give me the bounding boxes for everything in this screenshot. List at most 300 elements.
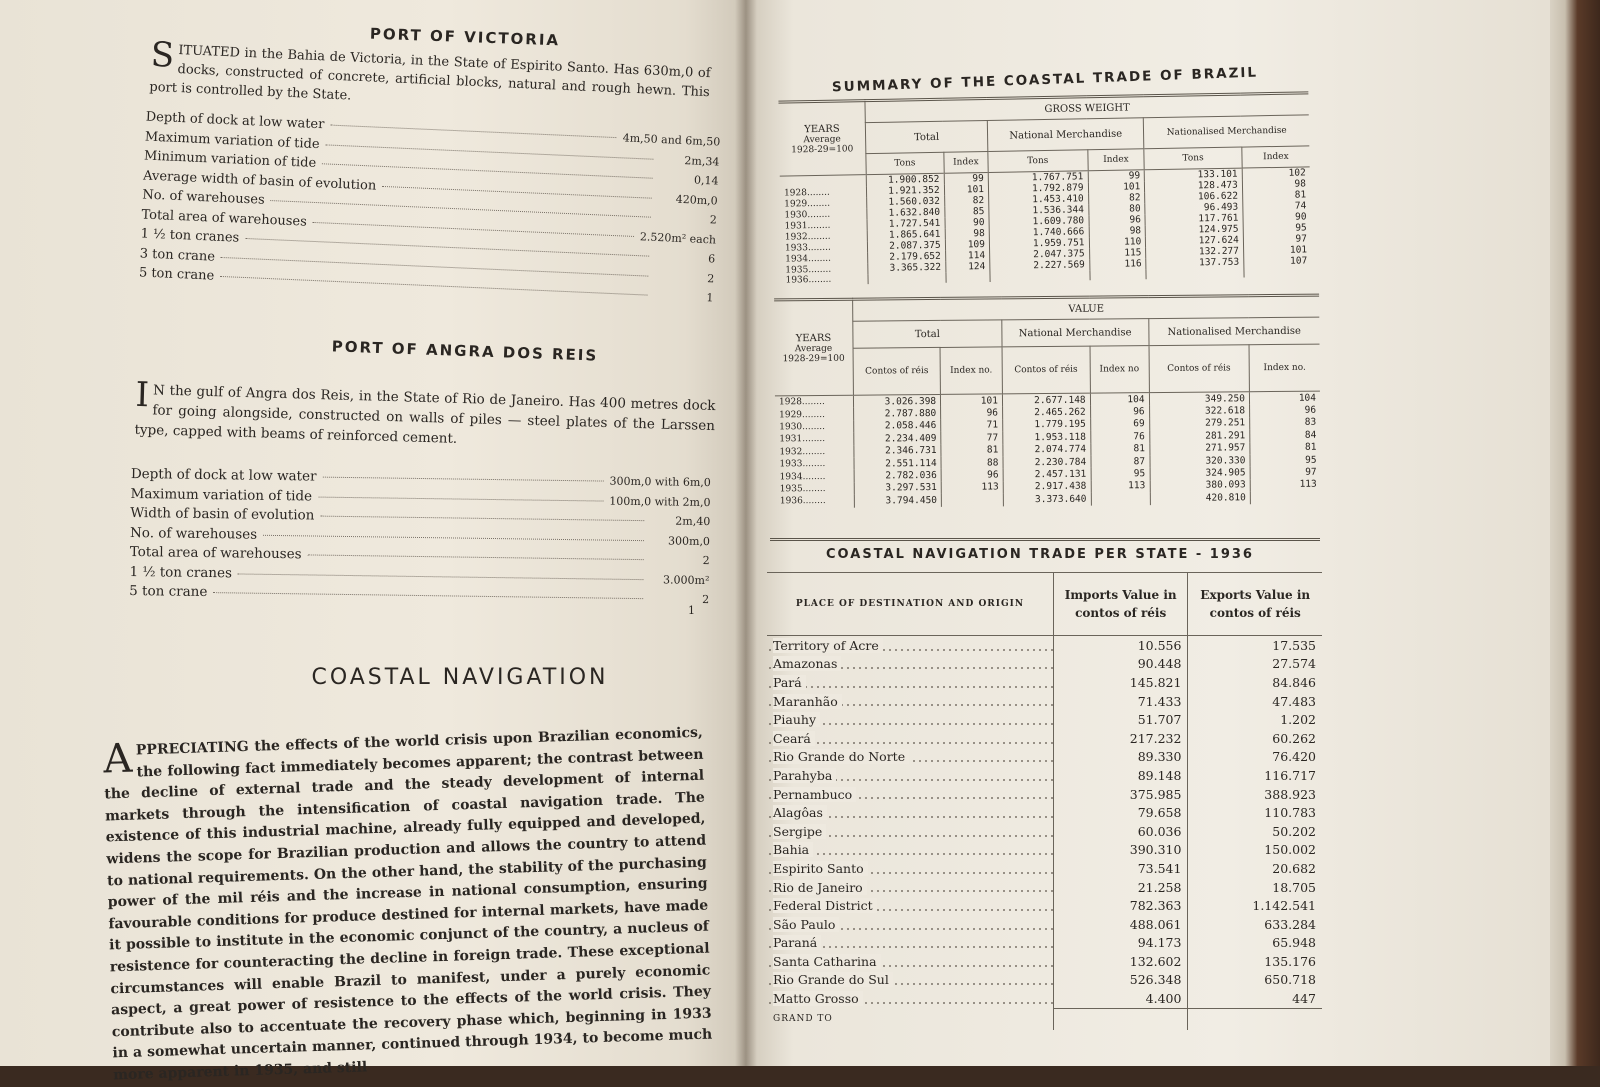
state-row <box>767 952 1322 971</box>
gw-sub-5: Index <box>1242 146 1310 168</box>
val-sub-4: Contos of réis <box>1149 345 1250 393</box>
leader-dots <box>238 573 643 580</box>
year-cell: 1930........ <box>779 421 826 433</box>
value-cell <box>990 270 1090 282</box>
leader-dots <box>330 125 616 139</box>
state-row <box>767 636 1322 655</box>
leader-dots <box>263 534 644 540</box>
gw-sub-0: Tons <box>866 152 944 174</box>
imports-cell: 488.061 <box>1053 915 1188 934</box>
year-cell: 1931........ <box>784 220 831 232</box>
value-cell: 124.975 <box>1146 224 1244 237</box>
value-cell: 98 <box>1089 225 1146 237</box>
value-cell: 84 <box>1250 429 1321 442</box>
value-cell: 3.373.640 <box>1003 493 1091 506</box>
state-heading: COASTAL NAVIGATION TRADE PER STATE - 1936 <box>826 547 1254 562</box>
value-cell: 1.779.195 <box>1003 418 1091 431</box>
state-name <box>767 748 1053 767</box>
value-cell: 113 <box>1250 478 1321 491</box>
coastal-heading: COASTAL NAVIGATION <box>311 665 609 690</box>
val-sub-2: Contos of réis <box>1002 346 1090 394</box>
imports-cell: 132.602 <box>1053 952 1188 971</box>
state-name <box>767 729 1053 748</box>
exports-cell: 27.574 <box>1188 655 1322 674</box>
state-name-text: Espirito Santo <box>773 861 868 876</box>
exports-cell: 17.535 <box>1188 636 1322 655</box>
exports-cell: 447 <box>1188 989 1322 1008</box>
year-cell: 1929........ <box>784 198 831 210</box>
spec-value: 2 <box>702 592 710 607</box>
exports-cell: 60.262 <box>1188 729 1322 748</box>
year-cell: 1933........ <box>784 242 831 254</box>
spec-value: 300m,0 <box>667 533 711 548</box>
value-cell: 98 <box>945 228 989 240</box>
gw-base-label: 1928-29=100 <box>791 143 854 155</box>
value-cell: 1.953.118 <box>1003 431 1091 444</box>
imports-cell: 217.232 <box>1053 729 1188 748</box>
imports-cell: 71.433 <box>1053 692 1188 711</box>
gw-avg-label: Average <box>803 134 841 145</box>
value-cell: 96 <box>1089 214 1146 226</box>
angra-intro <box>134 374 716 456</box>
value-cell: 82 <box>944 195 988 207</box>
value-cell: 128.473 <box>1145 180 1243 193</box>
value-cell: 2.677.148 <box>1002 393 1090 407</box>
year-cell: 1928........ <box>778 397 825 408</box>
value-cell: 2.457.131 <box>1003 468 1091 481</box>
leader-dots <box>308 554 644 560</box>
val-body <box>775 391 1321 508</box>
state-row <box>767 692 1322 711</box>
state-row <box>767 915 1322 934</box>
gw-sub-1: Index <box>944 151 989 173</box>
exports-cell: 116.717 <box>1188 766 1322 785</box>
angra-heading: PORT OF ANGRA DOS REIS <box>331 337 599 365</box>
value-cell <box>1089 269 1146 280</box>
book-edge <box>1550 0 1600 1066</box>
imports-cell: 89.148 <box>1053 766 1188 785</box>
value-cell: 3.365.322 <box>868 262 946 274</box>
state-name <box>767 952 1053 971</box>
spec-label: No. of warehouses <box>142 187 265 208</box>
value-cell: 3.026.398 <box>853 394 940 408</box>
value-cell: 101 <box>944 184 988 196</box>
state-name-text: Pará <box>773 675 806 690</box>
exports-cell: 150.002 <box>1188 841 1322 860</box>
val-sub-0: Contos of réis <box>853 347 941 395</box>
val-group-nationalised: Nationalised Merchandise <box>1148 317 1319 345</box>
year-cell: 1936........ <box>779 496 826 507</box>
value-cell: 1.921.352 <box>866 185 944 197</box>
spec-label: 5 ton crane <box>138 265 215 284</box>
state-row <box>767 729 1322 748</box>
year-cell: 1935........ <box>785 264 832 276</box>
value-cell: 137.753 <box>1146 257 1244 270</box>
exports-cell: 50.202 <box>1188 822 1322 841</box>
value-cell: 1.453.410 <box>989 193 1089 206</box>
value-cell: 82 <box>1088 192 1145 204</box>
exports-cell: 84.846 <box>1188 673 1322 692</box>
value-cell: 2.087.375 <box>867 240 945 252</box>
value-cell: 76 <box>1090 430 1149 443</box>
value-cell: 98 <box>1242 178 1310 190</box>
spec-value: 3.000m² <box>663 572 710 587</box>
imports-cell: 145.821 <box>1053 673 1188 692</box>
exports-cell: 135.176 <box>1188 952 1322 971</box>
spec-value: 2 <box>709 213 718 227</box>
value-cell: 96 <box>941 407 1003 420</box>
value-cell: 95 <box>1250 454 1321 467</box>
year-cell: 1931........ <box>779 434 826 445</box>
state-name-text: Rio Grande do Sul <box>773 972 893 987</box>
imports-cell: 10.556 <box>1053 636 1188 655</box>
state-name <box>767 841 1053 860</box>
spec-label: Total area of warehouses <box>141 206 308 230</box>
exports-cell: 110.783 <box>1188 803 1322 822</box>
state-row <box>767 673 1322 692</box>
val-sub-3: Index no <box>1090 346 1149 394</box>
victoria-specs <box>138 110 720 310</box>
state-name <box>767 859 1053 878</box>
imports-cell: 4.400 <box>1053 989 1188 1008</box>
val-years-header <box>774 299 853 396</box>
value-cell: 69 <box>1090 418 1149 431</box>
value-cell: 2.230.784 <box>1003 456 1091 469</box>
leader-dots <box>318 496 603 501</box>
state-row <box>767 803 1322 822</box>
state-col-exports: Exports Value in contos of réis <box>1188 573 1322 636</box>
value-cell: 80 <box>1088 203 1145 215</box>
value-cell: 1.740.666 <box>989 226 1089 239</box>
year-cell: 1930........ <box>784 209 831 221</box>
value-cell: 2.179.652 <box>868 251 946 263</box>
spec-label: Depth of dock at low water <box>130 465 317 485</box>
coastal-paragraph-text: PPRECIATING the effects of the world crisis upon Brazilian economics, the following fact immediately becomes apparent; the contrast between the decline of external trade and the steady development of internal markets through the intensification of coastal navigation trade. The existence of this industrial machine, already fully equipped and developed, widens the scope for Brazilian production and allows the country to attend to national requirements. On the other hand, the stability of the purchasing power of the mil réis and the increase in national consumption, ensuring favourable conditions for produce destined for internal markets, have made it possible to institute in the economic conjunct of the country, a nucleus of resistence for counteracting the decline in foreign trade. These exceptional circumstances will enable Brazil to manifest, under a purely economic aspect, a great power of resistence to the effects of the world crisis. They contribute also to accentuate the recovery phase which, beginning in 1933 in a somewhat uncertain manner, continued through 1934, to become much more apparent in 1935, and still <box>104 724 713 1084</box>
spec-value: 2m,40 <box>675 514 711 529</box>
value-cell: 113 <box>1091 480 1150 493</box>
value-cell: 95 <box>1243 222 1311 234</box>
state-name-text: Ceará <box>773 731 815 746</box>
book-gutter <box>735 0 757 1066</box>
spec-value: 420m,0 <box>675 192 718 208</box>
value-cell: 133.101 <box>1145 168 1243 181</box>
state-row <box>767 841 1322 860</box>
value-cell <box>1146 268 1244 280</box>
coastal-dropcap: A <box>102 735 133 783</box>
value-cell: 380.093 <box>1150 479 1251 492</box>
state-body <box>767 636 1322 1009</box>
state-name <box>767 878 1053 897</box>
val-base-label: 1928-29=100 <box>782 353 845 364</box>
gw-body <box>780 167 1312 286</box>
imports-cell: 73.541 <box>1053 859 1188 878</box>
value-cell: 115 <box>1089 247 1146 259</box>
spec-value: 6 <box>707 252 716 266</box>
state-name-text: Maranhão <box>773 694 842 709</box>
value-cell: 420.810 <box>1150 491 1251 504</box>
state-footer-exports <box>1188 1008 1322 1030</box>
state-name <box>767 766 1053 785</box>
state-footer-label: GRAND TO <box>773 1014 833 1025</box>
value-cell: 1.536.344 <box>989 204 1089 217</box>
state-row <box>767 766 1322 785</box>
state-name <box>767 989 1053 1008</box>
gw-group-total: Total <box>865 120 988 153</box>
state-name-text: Rio de Janeiro <box>773 880 867 895</box>
state-name-text: Santa Catharina <box>773 954 881 969</box>
value-cell <box>1250 491 1321 504</box>
value-cell: 88 <box>941 456 1003 469</box>
value-cell: 101 <box>1243 244 1311 256</box>
imports-cell: 526.348 <box>1053 971 1188 990</box>
year-cell: 1929........ <box>779 409 825 420</box>
exports-cell: 47.483 <box>1188 692 1322 711</box>
state-col-imports: Imports Value in contos of réis <box>1053 573 1188 636</box>
value-cell: 281.291 <box>1149 429 1250 442</box>
value-cell: 2.058.446 <box>854 420 941 433</box>
summary-heading: SUMMARY OF THE COASTAL TRADE OF BRAZIL <box>831 64 1259 96</box>
value-cell: 102 <box>1242 167 1310 180</box>
state-name-text: Sergipe <box>773 824 826 839</box>
state-row <box>767 785 1322 804</box>
state-name <box>767 785 1053 804</box>
state-name <box>767 822 1053 841</box>
spec-value: 2 <box>706 271 715 285</box>
value-cell <box>1244 266 1312 277</box>
value-cell: 271.957 <box>1149 442 1250 455</box>
state-name <box>767 803 1053 822</box>
value-cell: 99 <box>944 172 989 184</box>
spec-value: 2m,34 <box>684 153 720 169</box>
val-group-total: Total <box>853 320 1002 348</box>
year-cell: 1934........ <box>785 253 832 265</box>
spec-label: Maximum variation of tide <box>144 129 320 152</box>
state-row <box>767 896 1322 915</box>
value-cell: 2.074.774 <box>1003 443 1091 456</box>
year-cell: 1933........ <box>779 459 826 470</box>
value-cell: 2.787.880 <box>854 407 941 420</box>
spec-value: 2 <box>702 553 710 568</box>
state-name <box>767 915 1053 934</box>
value-cell: 2.465.262 <box>1002 406 1090 419</box>
leader-dots <box>322 477 603 482</box>
val-group-national: National Merchandise <box>1002 319 1149 347</box>
victoria-intro-text: ITUATED in the Bahia de Victoria, in the State of Espirito Santo. Has 630m,0 of docks, constructed of concrete, artificial blocks, natural and rough hewn. This port is controlled by the State. <box>149 43 711 104</box>
value-cell: 1.959.751 <box>989 237 1089 250</box>
state-name-text: Pernambuco <box>773 787 856 802</box>
value-cell: 1.632.840 <box>867 207 945 219</box>
value-cell: 81 <box>1090 443 1149 456</box>
value-cell: 113 <box>941 481 1003 494</box>
imports-cell: 94.173 <box>1053 934 1188 953</box>
gw-years-label: YEARS <box>804 123 840 135</box>
year-cell: 1935........ <box>779 483 826 495</box>
exports-cell: 20.682 <box>1188 859 1322 878</box>
value-cell: 1.792.879 <box>988 182 1088 195</box>
val-sub-1: Index no. <box>940 347 1002 395</box>
value-cell <box>941 494 1003 507</box>
value-cell: 3.297.531 <box>854 482 941 495</box>
spec-label: 1 ½ ton cranes <box>140 226 240 246</box>
value-cell: 99 <box>1088 170 1145 182</box>
year-cell: 1928........ <box>783 187 830 199</box>
state-row <box>767 822 1322 841</box>
state-name-text: Piauhy <box>773 712 820 727</box>
value-cell: 87 <box>1091 455 1150 468</box>
leader-dots <box>320 516 644 522</box>
exports-cell: 65.948 <box>1188 934 1322 953</box>
value-cell: 1.560.032 <box>867 196 945 208</box>
value-cell: 1.767.751 <box>988 171 1088 184</box>
imports-cell: 89.330 <box>1053 748 1188 767</box>
imports-cell: 60.036 <box>1053 822 1188 841</box>
state-row <box>767 989 1322 1008</box>
state-name <box>767 655 1053 674</box>
spec-label: 3 ton crane <box>139 245 216 265</box>
state-row <box>767 655 1322 674</box>
state-name-text: Amazonas <box>773 656 841 671</box>
value-cell: 2.551.114 <box>854 457 941 470</box>
state-row <box>767 710 1322 729</box>
exports-cell: 650.718 <box>1188 971 1322 990</box>
value-cell: 97 <box>1250 466 1321 479</box>
value-cell: 132.277 <box>1146 246 1244 259</box>
spec-label: 1 ½ ton cranes <box>129 563 233 581</box>
coastal-paragraph <box>103 723 714 1087</box>
value-cell <box>946 272 990 283</box>
value-cell: 97 <box>1243 233 1311 245</box>
state-name-text: Rio Grande do Norte <box>773 749 909 764</box>
value-cell: 3.794.450 <box>854 494 941 507</box>
spec-label: Minimum variation of tide <box>143 148 317 172</box>
value-cell: 322.618 <box>1149 405 1250 418</box>
value-cell: 1.727.541 <box>867 218 945 230</box>
value-cell: 96 <box>1090 406 1149 419</box>
value-cell: 2.782.036 <box>854 469 941 482</box>
gw-group-nationalised: Nationalised Merchandise <box>1144 115 1310 149</box>
exports-cell: 1.202 <box>1188 710 1322 729</box>
value-cell: 127.624 <box>1146 235 1244 248</box>
imports-cell: 390.310 <box>1053 841 1188 860</box>
value-cell: 324.905 <box>1150 467 1251 480</box>
gw-sub-2: Tons <box>988 150 1088 173</box>
year-cell: 1936........ <box>785 274 832 286</box>
state-table <box>767 572 1322 1030</box>
value-cell: 1.900.852 <box>866 173 944 186</box>
gw-sub-4: Tons <box>1144 147 1242 170</box>
state-name <box>767 673 1053 692</box>
state-name-text: Alagôas <box>773 805 827 820</box>
exports-cell: 388.923 <box>1188 785 1322 804</box>
value-cell: 85 <box>944 206 988 218</box>
spec-value: 2.520m² each <box>639 229 717 247</box>
value-cell: 96 <box>1249 404 1320 417</box>
state-name-text: Territory of Acre <box>773 638 883 653</box>
value-cell: 96.493 <box>1145 202 1243 215</box>
value-cell: 2.227.569 <box>990 259 1090 272</box>
spec-value: 1 <box>706 291 714 305</box>
state-footer-imports <box>1053 1008 1188 1030</box>
state-name-text: Parahyba <box>773 768 836 783</box>
spec-label: 5 ton crane <box>129 582 208 601</box>
imports-cell: 782.363 <box>1053 896 1188 915</box>
value-cell: 90 <box>945 217 989 229</box>
imports-cell: 90.448 <box>1053 655 1188 674</box>
exports-cell: 633.284 <box>1188 915 1322 934</box>
value-cell: 104 <box>1249 391 1320 405</box>
state-name <box>767 636 1053 655</box>
spec-label: Depth of dock at low water <box>145 109 325 133</box>
exports-cell: 1.142.541 <box>1188 896 1322 915</box>
value-cell: 1.609.780 <box>989 215 1089 228</box>
value-cell: 95 <box>1091 467 1150 480</box>
spec-label: Width of basin of evolution <box>130 504 315 524</box>
value-cell: 110 <box>1089 236 1146 248</box>
year-cell: 1932........ <box>779 446 826 458</box>
value-cell: 81 <box>941 444 1003 457</box>
state-name-text: Federal District <box>773 898 877 913</box>
val-avg-label: Average <box>794 343 833 354</box>
angra-specs <box>129 466 711 611</box>
spec-label: Average width of basin of evolution <box>142 167 377 194</box>
value-table-bottom-rule <box>770 538 1320 541</box>
state-name <box>767 710 1053 729</box>
state-name-text: Matto Grosso <box>773 991 863 1006</box>
gross-weight-table <box>778 91 1311 285</box>
value-cell: 74 <box>1243 200 1311 212</box>
value-cell: 2.917.438 <box>1003 480 1091 493</box>
right-page <box>745 0 1550 1066</box>
state-name-text: Bahia <box>773 842 813 857</box>
leader-dots <box>213 592 643 599</box>
value-cell: 83 <box>1250 416 1321 429</box>
gw-sub-3: Index <box>1087 149 1144 171</box>
state-row <box>767 859 1322 878</box>
imports-cell: 21.258 <box>1053 878 1188 897</box>
gw-group-national: National Merchandise <box>987 118 1144 152</box>
val-group-label: VALUE <box>853 295 1320 321</box>
value-cell: 81 <box>1250 441 1321 454</box>
gw-years-header <box>778 101 866 176</box>
imports-cell: 375.985 <box>1053 785 1188 804</box>
value-cell: 81 <box>1242 189 1310 201</box>
spec-value: 300m,0 with 6m,0 <box>609 474 711 490</box>
value-cell: 90 <box>1243 211 1311 223</box>
state-name <box>767 971 1053 990</box>
angra-dropcap: I <box>134 374 150 416</box>
year-cell: 1932........ <box>784 231 831 243</box>
imports-cell: 51.707 <box>1053 710 1188 729</box>
exports-cell: 18.705 <box>1188 878 1322 897</box>
left-page <box>0 0 745 1084</box>
imports-cell: 79.658 <box>1053 803 1188 822</box>
spec-value: 4m,50 and 6m,50 <box>622 131 721 149</box>
spec-value: 0,14 <box>693 173 719 188</box>
value-cell: 320.330 <box>1150 454 1251 467</box>
exports-cell: 76.420 <box>1188 748 1322 767</box>
value-cell: 101 <box>1088 181 1145 193</box>
spec-label: Maximum variation of tide <box>130 485 313 504</box>
victoria-heading: PORT OF VICTORIA <box>369 24 561 50</box>
angra-intro-text: N the gulf of Angra dos Reis, in the State of Rio de Janeiro. Has 400 metres dock for going alongside, constructed on walls of piles — steel plates of the Larssen type, capped with beams of reinforced cement. <box>134 382 716 447</box>
value-cell: 2.047.375 <box>990 248 1090 261</box>
value-cell: 109 <box>945 239 989 251</box>
value-cell: 2.346.731 <box>854 444 941 457</box>
state-row <box>767 878 1322 897</box>
angra-extra-value: 1 <box>688 604 695 617</box>
value-cell: 116 <box>1089 258 1146 270</box>
value-cell: 71 <box>941 419 1003 432</box>
